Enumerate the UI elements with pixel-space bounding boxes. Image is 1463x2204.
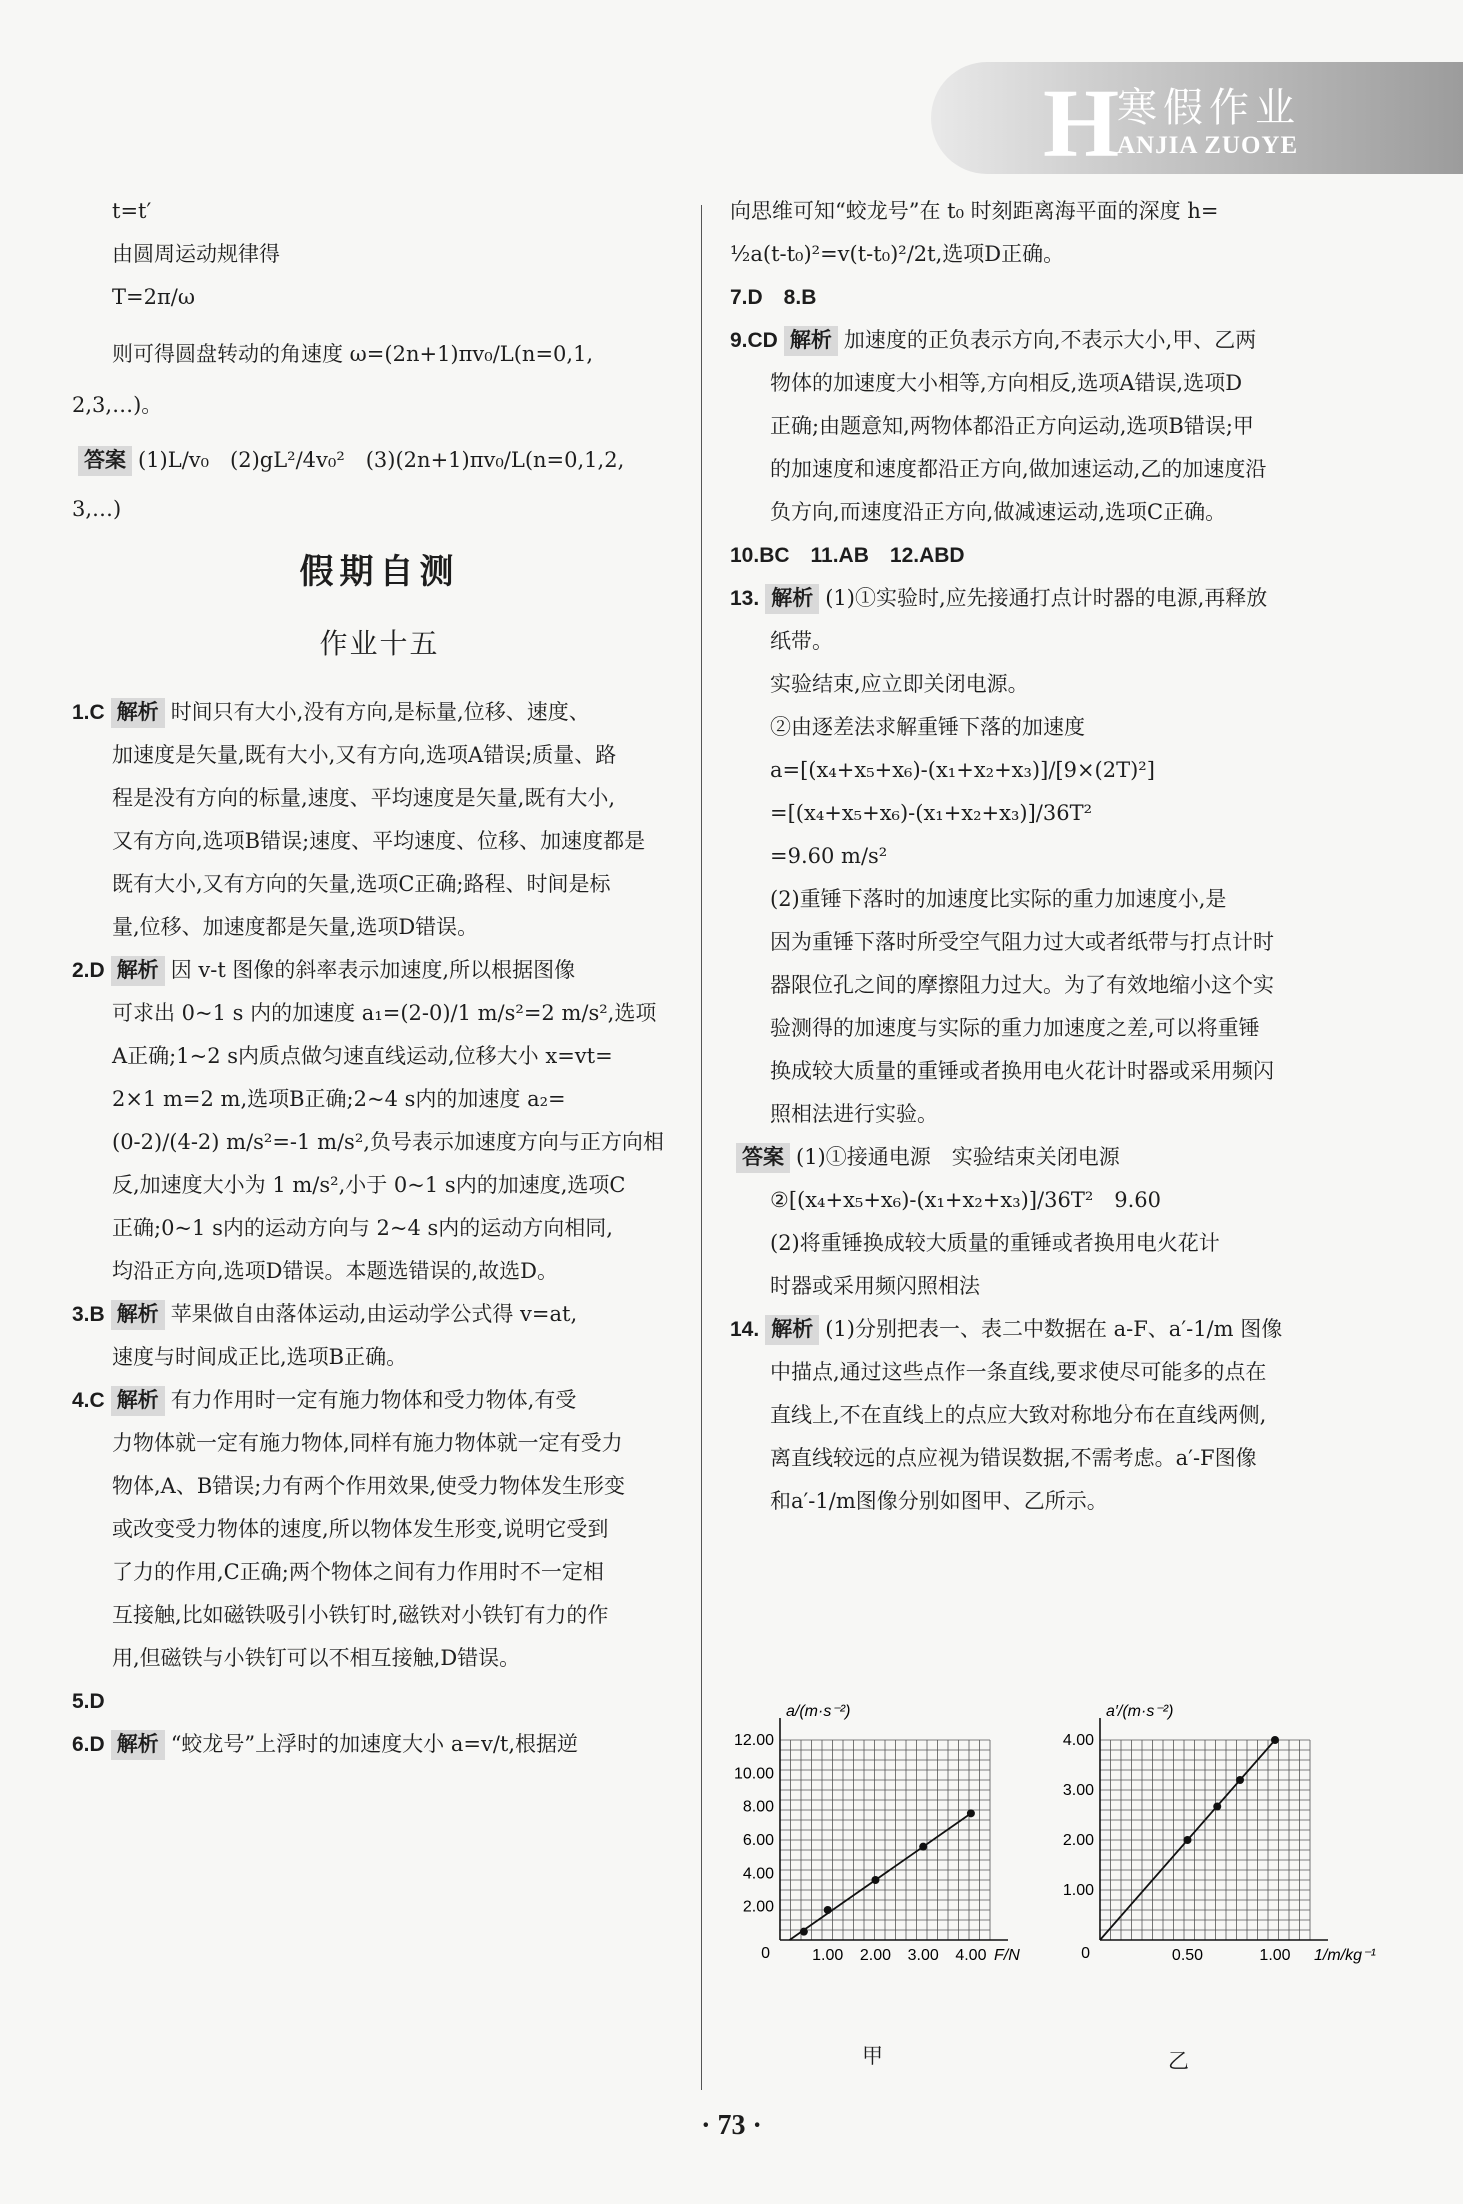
answer-7-8: 7.D 8.B bbox=[730, 286, 817, 309]
y-tick-label: 10.00 bbox=[733, 1765, 774, 1783]
data-point bbox=[967, 1809, 975, 1817]
chart-jia bbox=[720, 1700, 1030, 2030]
header-title: 寒假作业 bbox=[1117, 85, 1301, 131]
y-tick-label: 4.00 bbox=[742, 1865, 774, 1883]
text-line bbox=[72, 1723, 687, 1766]
chart-caption-yi: 乙 bbox=[1168, 2049, 1189, 2073]
x-tick-label: 4.00 bbox=[955, 1947, 987, 1964]
origin-label: 0 bbox=[761, 1945, 770, 1962]
answer-line: 3,…) bbox=[72, 497, 122, 521]
answer-10-12: 10.BC 11.AB 12.ABD bbox=[730, 544, 965, 567]
data-point bbox=[824, 1906, 832, 1914]
y-tick-label: 1.00 bbox=[1062, 1882, 1094, 1899]
question-14 bbox=[730, 1308, 1350, 1523]
text-line: =[(x₄+x₅+x₆)-(x₁+x₂+x₃)]/36T² bbox=[770, 801, 1093, 825]
y-axis-label: a/(m·s⁻²) bbox=[786, 1703, 851, 1720]
text-span: 有力作用时一定有施力物体和受力物体,有受 bbox=[170, 1388, 577, 1412]
text-line: 又有方向,选项B错误;速度、平均速度、位移、加速度都是 bbox=[112, 829, 646, 853]
data-point bbox=[800, 1928, 808, 1936]
x-tick-label: 1.00 bbox=[1259, 1947, 1291, 1964]
question-number: 5.D bbox=[72, 1690, 105, 1713]
text-line: 加速度是矢量,既有大小,又有方向,选项A错误;质量、路 bbox=[112, 743, 617, 767]
text-line: 量,位移、加速度都是矢量,选项D错误。 bbox=[112, 915, 479, 939]
question-13 bbox=[730, 577, 1350, 1136]
text-line: 实验结束,应立即关闭电源。 bbox=[770, 672, 1029, 696]
text-line: 用,但磁铁与小铁钉可以不相互接触,D错误。 bbox=[112, 1646, 521, 1670]
chart-yi bbox=[1040, 1700, 1376, 2030]
question-number: 1.C bbox=[72, 701, 105, 724]
question-number: 9.CD bbox=[730, 329, 778, 352]
text-line: 正确;0~1 s内的运动方向与 2~4 s内的运动方向相同, bbox=[112, 1216, 613, 1240]
analysis-tag: 解析 bbox=[111, 1386, 165, 1416]
data-point bbox=[1236, 1776, 1244, 1784]
text-line: 了力的作用,C正确;两个物体之间有力作用时不一定相 bbox=[112, 1560, 604, 1584]
text-span: “蛟龙号”上浮时的加速度大小 a=v/t,根据逆 bbox=[170, 1732, 579, 1756]
text-span: 因 v-t 图像的斜率表示加速度,所以根据图像 bbox=[170, 958, 576, 982]
text-line: 向思维可知“蛟龙号”在 t₀ 时刻距离海平面的深度 h= bbox=[730, 199, 1219, 223]
x-tick-label: 2.00 bbox=[859, 1947, 892, 1964]
analysis-tag: 解析 bbox=[111, 1300, 165, 1330]
text-line bbox=[72, 691, 687, 734]
question-number: 14. bbox=[730, 1318, 760, 1341]
y-tick-label: 12.00 bbox=[733, 1732, 774, 1749]
answer-text: (1)L/v₀ (2)gL²/4v₀² (3)(2n+1)πv₀/L(n=0,1,2, bbox=[138, 448, 625, 472]
text-line: 物体,A、B错误;力有两个作用效果,使受力物体发生形变 bbox=[112, 1474, 626, 1498]
plot-area bbox=[1100, 1740, 1310, 1940]
chart-caption-jia: 甲 bbox=[862, 2044, 883, 2068]
analysis-tag: 解析 bbox=[784, 326, 838, 356]
text-line bbox=[72, 1293, 687, 1336]
text-line: =9.60 m/s² bbox=[770, 844, 888, 868]
text-line: 或改变受力物体的速度,所以物体发生形变,说明它受到 bbox=[112, 1517, 609, 1541]
text-line: 2×1 m=2 m,选项B正确;2~4 s内的加速度 a₂= bbox=[112, 1087, 566, 1111]
text-line: 验测得的加速度与实际的重力加速度之差,可以将重锤 bbox=[770, 1016, 1260, 1040]
text-line: 力物体就一定有施力物体,同样有施力物体就一定有受力 bbox=[112, 1431, 623, 1455]
analysis-tag: 解析 bbox=[765, 1315, 819, 1345]
text-line: 可求出 0~1 s 内的加速度 a₁=(2-0)/1 m/s²=2 m/s²,选项 bbox=[112, 1001, 657, 1025]
text-line: ½a(t-t₀)²=v(t-t₀)²/2t,选项D正确。 bbox=[730, 242, 1065, 266]
text-line: 离直线较远的点应视为错误数据,不需考虑。a′-F图像 bbox=[770, 1446, 1257, 1470]
text-line bbox=[730, 1308, 1350, 1351]
text-line: 物体的加速度大小相等,方向相反,选项A错误,选项D bbox=[770, 371, 1243, 395]
text-line: 互接触,比如磁铁吸引小铁钉时,磁铁对小铁钉有力的作 bbox=[112, 1603, 609, 1627]
text-line bbox=[72, 1379, 687, 1422]
text-line: ②由逐差法求解重锤下落的加速度 bbox=[770, 715, 1085, 739]
y-axis-label: a′/(m·s⁻²) bbox=[1106, 1703, 1174, 1720]
answer-line bbox=[730, 1136, 1350, 1179]
analysis-tag: 解析 bbox=[765, 584, 819, 614]
text-line: 直线上,不在直线上的点应大致对称地分布在直线两侧, bbox=[770, 1403, 1267, 1427]
page-number: · 73 · bbox=[701, 2110, 762, 2141]
y-tick-label: 2.00 bbox=[742, 1898, 774, 1916]
text-line: 器限位孔之间的摩擦阻力过大。为了有效地缩小这个实 bbox=[770, 973, 1274, 997]
text-line bbox=[72, 949, 687, 992]
text-line: 照相法进行实验。 bbox=[770, 1102, 938, 1126]
answer-line: (2)将重锤换成较大质量的重锤或者换用电火花计 bbox=[770, 1231, 1220, 1255]
question-number: 13. bbox=[730, 587, 760, 610]
question-number: 6.D bbox=[72, 1733, 105, 1756]
x-tick-label: 3.00 bbox=[907, 1947, 939, 1964]
text-span: 加速度的正负表示方向,不表示大小,甲、乙两 bbox=[843, 328, 1257, 352]
x-tick-label: 0.50 bbox=[1171, 1947, 1204, 1964]
answer-line: ②[(x₄+x₅+x₆)-(x₁+x₂+x₃)]/36T² 9.60 bbox=[770, 1188, 1162, 1212]
data-point bbox=[919, 1843, 927, 1851]
assignment-title: 作业十五 bbox=[319, 627, 440, 660]
text-line: t=t′ bbox=[112, 199, 152, 223]
text-line: (0-2)/(4-2) m/s²=-1 m/s²,负号表示加速度方向与正方向相 bbox=[112, 1130, 664, 1154]
analysis-tag: 解析 bbox=[111, 1730, 165, 1760]
text-line: 均沿正方向,选项D错误。本题选错误的,故选D。 bbox=[112, 1259, 559, 1283]
text-line: 则可得圆盘转动的角速度 ω=(2n+1)πv₀/L(n=0,1, bbox=[112, 342, 594, 366]
text-line: 纸带。 bbox=[770, 629, 833, 653]
text-line bbox=[72, 1680, 687, 1723]
analysis-tag: 解析 bbox=[111, 956, 165, 986]
text-span: 时间只有大小,没有方向,是标量,位移、速度、 bbox=[170, 700, 590, 724]
y-tick-label: 4.00 bbox=[1062, 1732, 1094, 1749]
text-line: (2)重锤下落时的加速度比实际的重力加速度小,是 bbox=[770, 887, 1227, 911]
data-point bbox=[1271, 1736, 1279, 1744]
text-line: 中描点,通过这些点作一条直线,要求使尽可能多的点在 bbox=[770, 1360, 1267, 1384]
origin-label: 0 bbox=[1081, 1945, 1090, 1962]
answer-line: 时器或采用频闪照相法 bbox=[770, 1274, 980, 1298]
text-span: (1)①接通电源 实验结束关闭电源 bbox=[796, 1145, 1120, 1169]
text-line: 负方向,而速度沿正方向,做减速运动,选项C正确。 bbox=[770, 500, 1227, 524]
text-line: T=2π/ω bbox=[112, 285, 195, 309]
x-tick-label: 1.00 bbox=[812, 1947, 844, 1964]
section-title: 假期自测 bbox=[299, 552, 460, 592]
text-line: 因为重锤下落时所受空气阻力过大或者纸带与打点计时 bbox=[770, 930, 1274, 954]
text-line: 既有大小,又有方向的矢量,选项C正确;路程、时间是标 bbox=[112, 872, 611, 896]
data-point bbox=[871, 1876, 879, 1884]
data-point bbox=[1213, 1803, 1221, 1811]
header-banner bbox=[931, 62, 1463, 178]
question-number: 3.B bbox=[72, 1303, 105, 1326]
data-point bbox=[1184, 1836, 1192, 1844]
question-number: 4.C bbox=[72, 1389, 105, 1412]
text-line: 反,加速度大小为 1 m/s²,小于 0~1 s内的加速度,选项C bbox=[112, 1173, 626, 1197]
text-line: 换成较大质量的重锤或者换用电火花计时器或采用频闪 bbox=[770, 1059, 1274, 1083]
text-line: 速度与时间成正比,选项B正确。 bbox=[112, 1345, 408, 1369]
column-divider bbox=[701, 205, 702, 2090]
text-span: (1)①实验时,应先接通打点计时器的电源,再释放 bbox=[825, 586, 1268, 610]
text-line bbox=[730, 577, 1350, 620]
header-letter: H bbox=[1043, 70, 1120, 178]
text-line: 2,3,…)。 bbox=[72, 393, 163, 417]
question-9 bbox=[730, 319, 1350, 534]
left-items bbox=[72, 691, 687, 1766]
header-subtitle: ANJIA ZUOYE bbox=[1117, 132, 1299, 159]
x-axis-label: 1/m/kg⁻¹ bbox=[1314, 1947, 1376, 1964]
y-tick-label: 8.00 bbox=[742, 1798, 774, 1816]
text-span: 苹果做自由落体运动,由运动学公式得 v=at, bbox=[170, 1302, 578, 1326]
answer-tag: 答案 bbox=[736, 1143, 790, 1173]
answer-line bbox=[72, 439, 687, 482]
y-tick-label: 6.00 bbox=[742, 1832, 774, 1849]
plot-area bbox=[780, 1740, 990, 1940]
text-line: 和a′-1/m图像分别如图甲、乙所示。 bbox=[770, 1489, 1108, 1513]
text-line: A正确;1~2 s内质点做匀速直线运动,位移大小 x=vt= bbox=[112, 1044, 613, 1068]
text-line: 正确;由题意知,两物体都沿正方向运动,选项B错误;甲 bbox=[770, 414, 1254, 438]
analysis-tag: 解析 bbox=[111, 698, 165, 728]
x-axis-label: F/N bbox=[994, 1947, 1020, 1964]
y-tick-label: 2.00 bbox=[1062, 1832, 1094, 1849]
text-line bbox=[730, 319, 1350, 362]
fit-line bbox=[790, 1813, 971, 1940]
question-13-answer bbox=[730, 1136, 1350, 1308]
text-line: 的加速度和速度都沿正方向,做加速运动,乙的加速度沿 bbox=[770, 457, 1267, 481]
text-line: 由圆周运动规律得 bbox=[112, 242, 280, 266]
text-line: 程是没有方向的标量,速度、平均速度是矢量,既有大小, bbox=[112, 786, 616, 810]
left-column bbox=[72, 190, 687, 1766]
text-span: (1)分别把表一、表二中数据在 a-F、a′-1/m 图像 bbox=[825, 1317, 1283, 1341]
question-number: 2.D bbox=[72, 959, 105, 982]
text-line: a=[(x₄+x₅+x₆)-(x₁+x₂+x₃)]/[9×(2T)²] bbox=[770, 758, 1155, 782]
y-tick-label: 3.00 bbox=[1062, 1782, 1094, 1799]
answer-tag: 答案 bbox=[78, 446, 132, 476]
right-column bbox=[730, 190, 1350, 1523]
